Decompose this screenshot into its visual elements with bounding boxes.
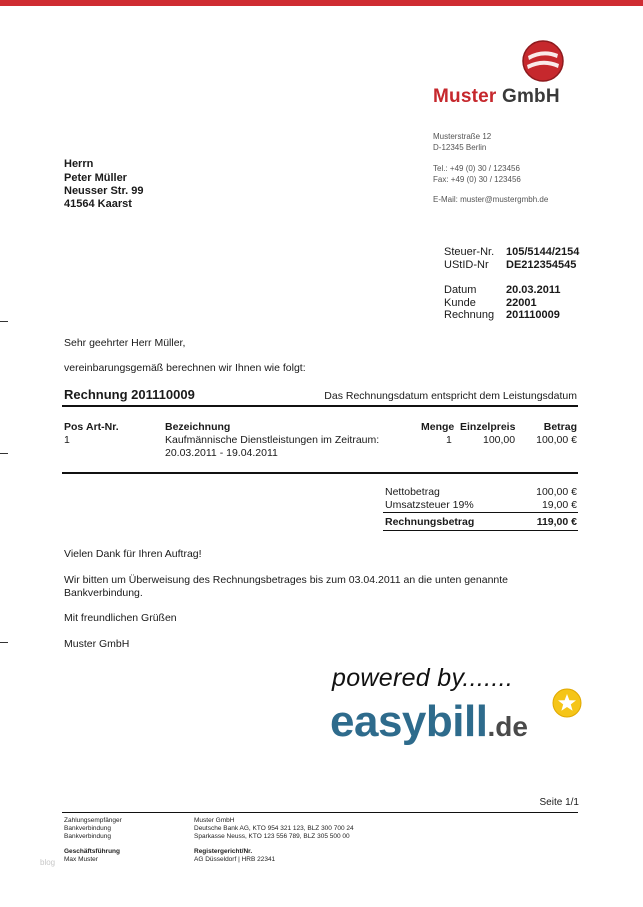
net-label: Nettobetrag [385, 486, 440, 498]
footer-payee-value: Muster GmbH [194, 817, 235, 824]
customer-label: Kunde [444, 297, 476, 309]
row-quantity: 1 [446, 434, 452, 446]
col-header-description: Bezeichnung [165, 421, 231, 433]
transfer-text-line1: Wir bitten um Überweisung des Rechnungsbetrages bis zum 03.04.2011 an die unten genannte [64, 574, 509, 586]
row-description-line1: Kaufmännische Dienstleistungen im Zeitraum: [165, 434, 380, 446]
footer-bank2-value: Sparkasse Neuss, KTO 123 556 789, BLZ 305 500 00 [194, 833, 350, 840]
sender-street: Musterstraße 12 [433, 132, 492, 141]
col-header-pos: Pos [64, 421, 84, 433]
net-value: 100,00 € [536, 486, 577, 498]
intro-text: vereinbarungsgemäß berechnen wir Ihnen wie folgt: [64, 362, 306, 374]
table-top-rule [62, 405, 578, 407]
top-accent-bar [0, 0, 643, 6]
recipient-street: Neusser Str. 99 [64, 185, 144, 197]
date-label: Datum [444, 284, 477, 296]
col-header-unit-price: Einzelpreis [460, 421, 516, 433]
footer-register-label: Registergericht/Nr. [194, 848, 253, 855]
footer-management-value: Max Muster [64, 856, 98, 863]
invoice-date-note: Das Rechnungsdatum entspricht dem Leistungsdatum [324, 390, 577, 402]
signature-text: Muster GmbH [64, 638, 130, 650]
total-label: Rechnungsbetrag [385, 516, 475, 528]
easybill-logo-tld: .de [487, 711, 528, 742]
fold-mark-bottom [0, 642, 8, 643]
company-logo-icon [522, 40, 564, 82]
date-value: 20.03.2011 [506, 284, 561, 296]
row-pos: 1 [64, 434, 70, 446]
easybill-logo [330, 697, 528, 747]
footer-bank1-value: Deutsche Bank AG, KTO 954 321 123, BLZ 300 700 24 [194, 825, 354, 832]
total-value: 119,00 € [536, 516, 577, 528]
tax-no-label: Steuer-Nr. [444, 246, 495, 258]
sender-fax: Fax: +49 (0) 30 / 123456 [433, 175, 521, 184]
invoice-no-label: Rechnung [444, 309, 495, 321]
footer-bank2-label: Bankverbindung [64, 833, 111, 840]
recipient-name: Peter Müller [64, 172, 127, 184]
easybill-logo-main: easybill [330, 697, 488, 746]
col-header-amount: Betrag [543, 421, 577, 433]
vat-id-value: DE212354545 [506, 259, 577, 271]
footer-register-value: AG Düsseldorf | HRB 22341 [194, 856, 276, 863]
star-badge-icon [552, 688, 582, 718]
vat-label: Umsatzsteuer 19% [385, 499, 474, 511]
footer-bank1-label: Bankverbindung [64, 825, 111, 832]
regards-text: Mit freundlichen Grüßen [64, 612, 177, 624]
powered-by-text: powered by....... [332, 664, 514, 692]
vat-id-label: UStID-Nr [444, 259, 489, 271]
row-description-line2: 20.03.2011 - 19.04.2011 [165, 447, 278, 459]
recipient-salutation: Herrn [64, 158, 94, 170]
recipient-city: 41564 Kaarst [64, 198, 132, 210]
table-bottom-rule [62, 472, 578, 474]
company-name-part2: GmbH [501, 86, 560, 107]
col-header-quantity: Menge [421, 421, 455, 433]
vat-value: 19,00 € [541, 499, 577, 511]
row-unit-price: 100,00 [483, 434, 516, 446]
company-name [433, 86, 560, 108]
row-amount: 100,00 € [536, 434, 577, 446]
invoice-no-value: 201110009 [506, 309, 560, 321]
sender-city: D-12345 Berlin [433, 143, 487, 152]
company-name-part1: Muster [433, 86, 497, 107]
customer-value: 22001 [506, 297, 537, 309]
footer-rule [62, 812, 578, 813]
footer-payee-label: Zahlungsempfänger [64, 817, 122, 824]
totals-bottom-rule [383, 530, 578, 531]
thanks-text: Vielen Dank für Ihren Auftrag! [64, 548, 202, 560]
punch-mark [0, 453, 8, 454]
footer-management-label: Geschäftsführung [64, 848, 120, 855]
col-header-art-nr: Art-Nr. [86, 421, 119, 433]
sender-tel: Tel.: +49 (0) 30 / 123456 [433, 164, 520, 173]
page-number: Seite 1/1 [539, 797, 579, 808]
sender-email: E-Mail: muster@mustergmbh.de [433, 195, 549, 204]
fold-mark-top [0, 321, 8, 322]
transfer-text-line2: Bankverbindung. [64, 587, 143, 599]
greeting: Sehr geehrter Herr Müller, [64, 337, 186, 349]
watermark-text: blog [40, 858, 56, 867]
invoice-title: Rechnung 201110009 [64, 387, 195, 402]
totals-rule [383, 512, 578, 513]
tax-no-value: 105/5144/2154 [506, 246, 580, 258]
